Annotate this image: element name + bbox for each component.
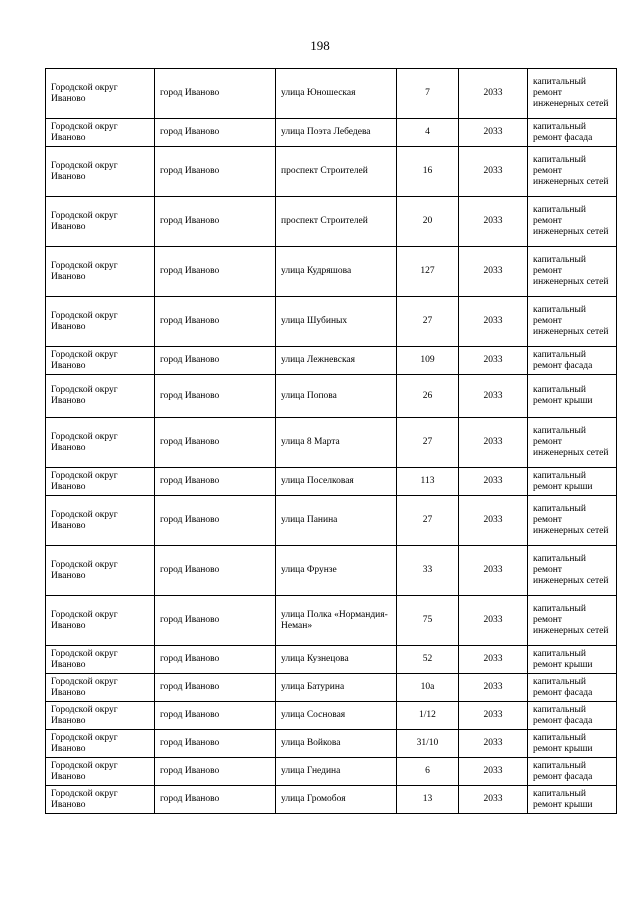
locality-cell: город Иваново: [155, 119, 276, 147]
street-cell: улица Полка «Нормандия-Неман»: [276, 596, 397, 646]
year-cell: 2033: [459, 496, 528, 546]
year-cell: 2033: [459, 646, 528, 674]
municipality-cell: Городской округ Иваново: [46, 197, 155, 247]
year-cell: 2033: [459, 674, 528, 702]
work-type-cell: капитальный ремонт крыши: [528, 468, 617, 496]
table-row: [46, 702, 617, 730]
work-type-cell: капитальный ремонт инженерных сетей: [528, 297, 617, 347]
locality-cell: город Иваново: [155, 496, 276, 546]
year-cell: 2033: [459, 758, 528, 786]
municipality-cell: Городской округ Иваново: [46, 347, 155, 375]
page-number: 198: [310, 38, 330, 53]
table-row: [46, 375, 617, 418]
street-cell: улица 8 Марта: [276, 418, 397, 468]
work-type-cell: капитальный ремонт крыши: [528, 646, 617, 674]
street-cell: улица Юношеская: [276, 69, 397, 119]
table-row: [46, 674, 617, 702]
year-cell: 2033: [459, 468, 528, 496]
street-cell: улица Кузнецова: [276, 646, 397, 674]
house-number-cell: 127: [397, 247, 459, 297]
work-type-cell: капитальный ремонт инженерных сетей: [528, 69, 617, 119]
locality-cell: город Иваново: [155, 468, 276, 496]
house-number-cell: 16: [397, 147, 459, 197]
table-row: [46, 347, 617, 375]
house-number-cell: 33: [397, 546, 459, 596]
municipality-cell: Городской округ Иваново: [46, 247, 155, 297]
table-row: [46, 730, 617, 758]
year-cell: 2033: [459, 147, 528, 197]
street-cell: улица Кудряшова: [276, 247, 397, 297]
registry-rows: [46, 69, 617, 814]
house-number-cell: 4: [397, 119, 459, 147]
municipality-cell: Городской округ Иваново: [46, 546, 155, 596]
year-cell: 2033: [459, 786, 528, 814]
work-type-cell: капитальный ремонт фасада: [528, 758, 617, 786]
locality-cell: город Иваново: [155, 596, 276, 646]
work-type-cell: капитальный ремонт инженерных сетей: [528, 496, 617, 546]
municipality-cell: Городской округ Иваново: [46, 730, 155, 758]
year-cell: 2033: [459, 197, 528, 247]
street-cell: улица Поселковая: [276, 468, 397, 496]
work-type-cell: капитальный ремонт фасада: [528, 347, 617, 375]
house-number-cell: 7: [397, 69, 459, 119]
year-cell: 2033: [459, 347, 528, 375]
street-cell: проспект Строителей: [276, 197, 397, 247]
work-type-cell: капитальный ремонт инженерных сетей: [528, 197, 617, 247]
year-cell: 2033: [459, 702, 528, 730]
municipality-cell: Городской округ Иваново: [46, 596, 155, 646]
work-type-cell: капитальный ремонт крыши: [528, 786, 617, 814]
year-cell: 2033: [459, 375, 528, 418]
year-cell: 2033: [459, 546, 528, 596]
locality-cell: город Иваново: [155, 147, 276, 197]
locality-cell: город Иваново: [155, 786, 276, 814]
street-cell: улица Панина: [276, 496, 397, 546]
year-cell: 2033: [459, 418, 528, 468]
table-row: [46, 468, 617, 496]
municipality-cell: Городской округ Иваново: [46, 147, 155, 197]
house-number-cell: 27: [397, 496, 459, 546]
locality-cell: город Иваново: [155, 646, 276, 674]
table-row: [46, 197, 617, 247]
table-row: [46, 496, 617, 546]
house-number-cell: 113: [397, 468, 459, 496]
municipality-cell: Городской округ Иваново: [46, 375, 155, 418]
year-cell: 2033: [459, 730, 528, 758]
municipality-cell: Городской округ Иваново: [46, 496, 155, 546]
year-cell: 2033: [459, 247, 528, 297]
street-cell: улица Поэта Лебедева: [276, 119, 397, 147]
table-row: [46, 546, 617, 596]
house-number-cell: 6: [397, 758, 459, 786]
house-number-cell: 10а: [397, 674, 459, 702]
work-type-cell: капитальный ремонт инженерных сетей: [528, 247, 617, 297]
municipality-cell: Городской округ Иваново: [46, 758, 155, 786]
locality-cell: город Иваново: [155, 297, 276, 347]
street-cell: улица Фрунзе: [276, 546, 397, 596]
table-row: [46, 69, 617, 119]
work-type-cell: капитальный ремонт инженерных сетей: [528, 596, 617, 646]
street-cell: улица Попова: [276, 375, 397, 418]
house-number-cell: 75: [397, 596, 459, 646]
street-cell: проспект Строителей: [276, 147, 397, 197]
house-number-cell: 20: [397, 197, 459, 247]
work-type-cell: капитальный ремонт фасада: [528, 674, 617, 702]
table-row: [46, 247, 617, 297]
table-row: [46, 119, 617, 147]
house-number-cell: 52: [397, 646, 459, 674]
table-row: [46, 596, 617, 646]
municipality-cell: Городской округ Иваново: [46, 646, 155, 674]
table-row: [46, 418, 617, 468]
municipality-cell: Городской округ Иваново: [46, 674, 155, 702]
municipality-cell: Городской округ Иваново: [46, 786, 155, 814]
table-row: [46, 297, 617, 347]
municipality-cell: Городской округ Иваново: [46, 468, 155, 496]
locality-cell: город Иваново: [155, 758, 276, 786]
street-cell: улица Лежневская: [276, 347, 397, 375]
street-cell: улица Сосновая: [276, 702, 397, 730]
year-cell: 2033: [459, 69, 528, 119]
table-row: [46, 758, 617, 786]
locality-cell: город Иваново: [155, 418, 276, 468]
locality-cell: город Иваново: [155, 347, 276, 375]
table-row: [46, 646, 617, 674]
locality-cell: город Иваново: [155, 674, 276, 702]
street-cell: улица Шубиных: [276, 297, 397, 347]
table-row: [46, 786, 617, 814]
work-type-cell: капитальный ремонт крыши: [528, 375, 617, 418]
work-type-cell: капитальный ремонт фасада: [528, 119, 617, 147]
house-number-cell: 27: [397, 418, 459, 468]
municipality-cell: Городской округ Иваново: [46, 297, 155, 347]
work-type-cell: капитальный ремонт инженерных сетей: [528, 418, 617, 468]
work-type-cell: капитальный ремонт инженерных сетей: [528, 546, 617, 596]
municipality-cell: Городской округ Иваново: [46, 702, 155, 730]
locality-cell: город Иваново: [155, 546, 276, 596]
registry-table: [45, 68, 617, 814]
year-cell: 2033: [459, 297, 528, 347]
year-cell: 2033: [459, 596, 528, 646]
locality-cell: город Иваново: [155, 69, 276, 119]
house-number-cell: 1/12: [397, 702, 459, 730]
house-number-cell: 26: [397, 375, 459, 418]
table-row: [46, 147, 617, 197]
locality-cell: город Иваново: [155, 247, 276, 297]
work-type-cell: капитальный ремонт фасада: [528, 702, 617, 730]
locality-cell: город Иваново: [155, 375, 276, 418]
locality-cell: город Иваново: [155, 730, 276, 758]
house-number-cell: 31/10: [397, 730, 459, 758]
locality-cell: город Иваново: [155, 197, 276, 247]
street-cell: улица Гнедина: [276, 758, 397, 786]
year-cell: 2033: [459, 119, 528, 147]
street-cell: улица Войкова: [276, 730, 397, 758]
municipality-cell: Городской округ Иваново: [46, 418, 155, 468]
municipality-cell: Городской округ Иваново: [46, 119, 155, 147]
work-type-cell: капитальный ремонт инженерных сетей: [528, 147, 617, 197]
house-number-cell: 109: [397, 347, 459, 375]
street-cell: улица Громобоя: [276, 786, 397, 814]
work-type-cell: капитальный ремонт крыши: [528, 730, 617, 758]
house-number-cell: 13: [397, 786, 459, 814]
locality-cell: город Иваново: [155, 702, 276, 730]
street-cell: улица Батурина: [276, 674, 397, 702]
house-number-cell: 27: [397, 297, 459, 347]
municipality-cell: Городской округ Иваново: [46, 69, 155, 119]
